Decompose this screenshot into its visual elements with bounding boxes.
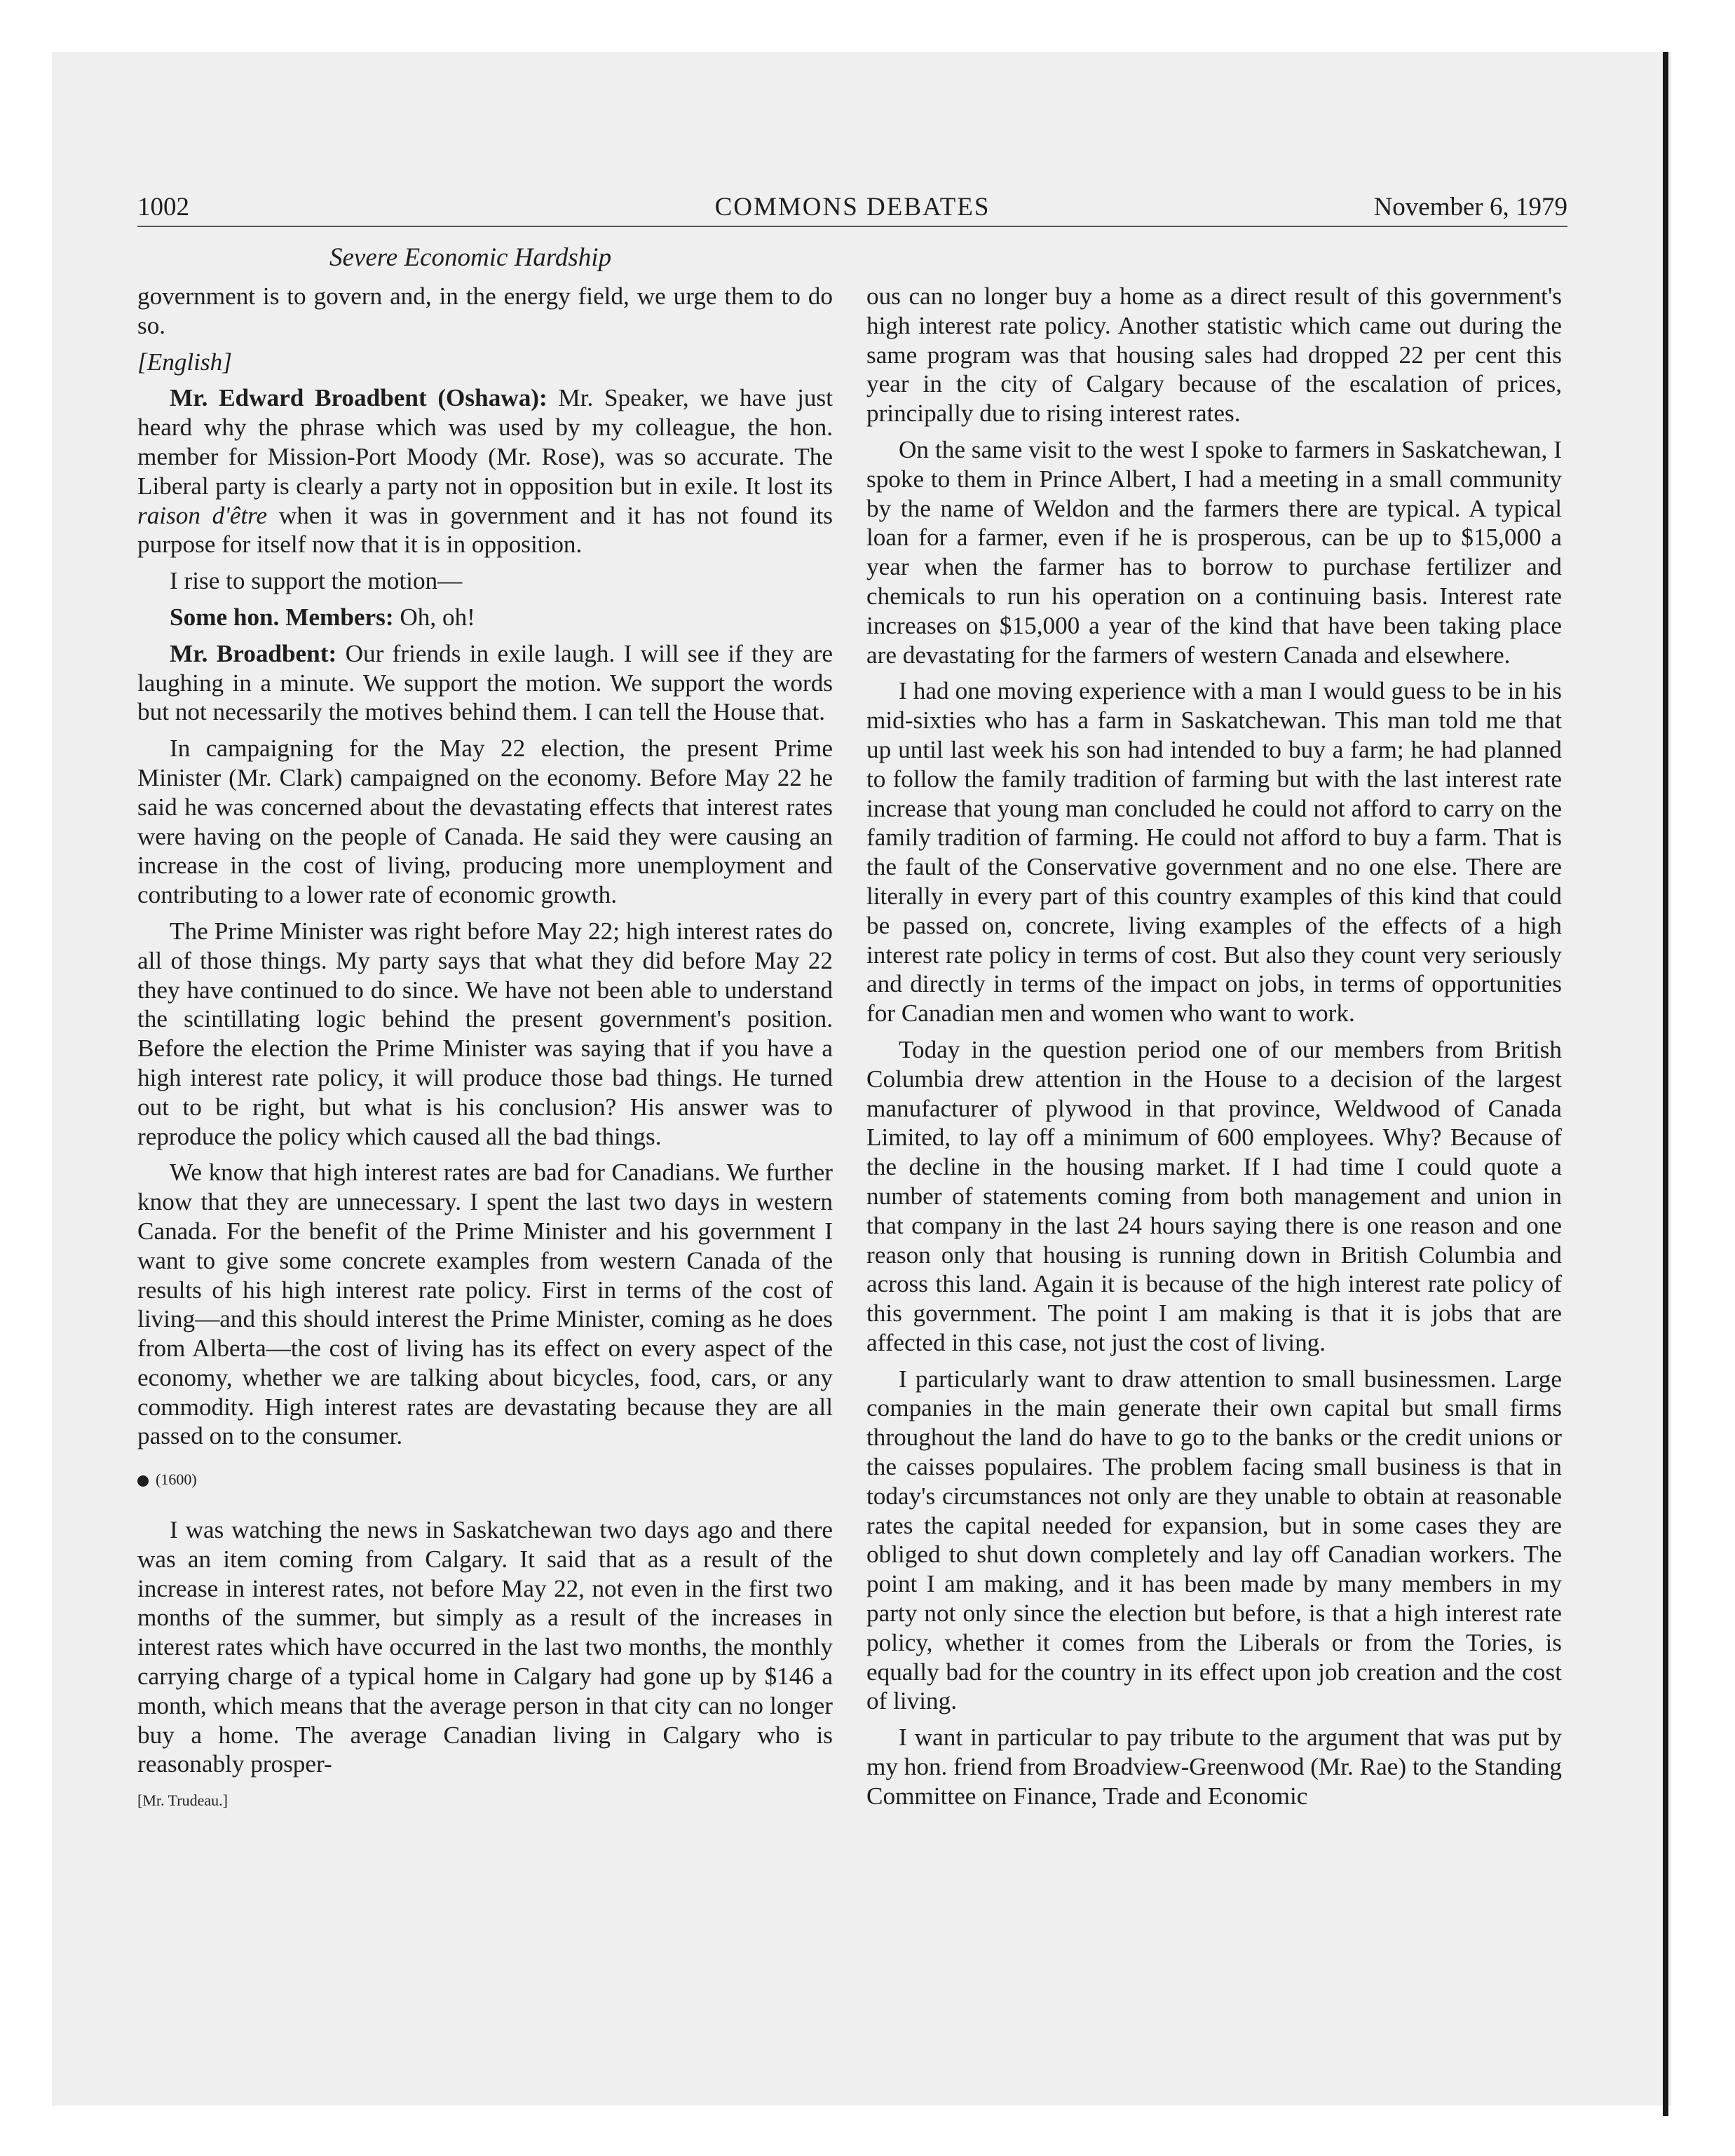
language-tag: [English] bbox=[137, 348, 232, 376]
speech-broadbent-2 bbox=[137, 639, 833, 727]
left-column bbox=[137, 282, 833, 1822]
speech-members bbox=[137, 603, 833, 632]
speaker-name: Mr. Edward Broadbent (Oshawa): bbox=[170, 384, 547, 412]
speech-text: when it was in government and it has not found its purpose for itself now that it is in opposition. bbox=[137, 501, 833, 559]
time-marker bbox=[137, 1465, 833, 1494]
time-marker-text: (1600) bbox=[156, 1471, 197, 1489]
page-number: 1002 bbox=[137, 193, 189, 221]
section-title: Severe Economic Hardship bbox=[329, 243, 612, 272]
speech-text: Our friends in exile laugh. I will see if they are laughing in a minute. We support the motion. We support the words but not necessarily the motives behind them. I can tell the House that. bbox=[137, 639, 834, 726]
speaker-name: Some hon. Members: bbox=[170, 603, 394, 631]
paragraph-continuation: ous can no longer buy a home as a direct result of this government's high interest rate policy. Another statistic which came out during the same program was that housing sales had dropped 22 per cent this year in the city of Calgary because of the escalation of prices, principally due to rising interest rates. bbox=[866, 282, 1562, 428]
bullet-icon bbox=[137, 1475, 149, 1487]
paragraph: I want in particular to pay tribute to the argument that was put by my hon. friend from Broadview-Greenwood (Mr. Rae) to the Standing Committee on Finance, Trade and Economic bbox=[866, 1724, 1562, 1810]
paragraph: The Prime Minister was right before May 22; high interest rates do all of those things. My party says that what they did before May 22 they have continued to do since. We have not been able to understand the scintillating logic behind the present government's position. Before the election the Prime Minister was saying that if you have a high interest rate policy, it will produce those bad things. He turned out to be right, but what is his conclusion? His answer was to reproduce the policy which caused all the bad things. bbox=[137, 917, 833, 1150]
issue-date: November 6, 1979 bbox=[1373, 193, 1567, 221]
speech-italic: raison d'être bbox=[137, 501, 268, 529]
paragraph: I was watching the news in Saskatchewan two days ago and there was an item coming from Calgary. It said that as a result of the increase in interest rates, not before May 22, not even in the first two months of the summer, but simply as a result of the increases in interest rates which have occurred in the last two months, the monthly carrying charge of a typical home in Calgary had gone up by $146 a month, which means that the average person in that city can no longer buy a home. The average Canadian living in Calgary who is reasonably prosper- bbox=[137, 1516, 833, 1778]
page-header bbox=[137, 191, 1567, 224]
speech-broadbent bbox=[137, 383, 833, 559]
paragraph: I particularly want to draw attention to small businessmen. Large companies in the main generate their own capital but small firms throughout the land do have to go to the banks or the credit unions or the caisses populaires. The problem facing small business is that in today's circumstances not only are they unable to obtain at reasonable rates the capital needed for expansion, but in some cases they are obliged to shut down completely and lay off Canadian workers. The point I am making, and it has been made by many members in my party not only since the election but before, is that a high interest rate policy, whether it comes from the Liberals or from the Tories, is equally bad for the country in its effect upon job creation and the cost of living. bbox=[866, 1365, 1562, 1715]
paragraph: I rise to support the motion— bbox=[170, 567, 463, 595]
paragraph: Today in the question period one of our members from British Columbia drew attention in the House to a decision of the largest manufacturer of plywood in that province, Weldwood of Canada Limited, to lay off a minimum of 600 employees. Why? Because of the decline in the housing market. If I had time I could quote a number of statements coming from both management and union in that company in the last 24 hours saying there is one reason and one reason only that housing is running down in British Columbia and across this land. Again it is because of the high interest rate policy of this government. The point I am making is that it is jobs that are affected in this case, not just the cost of living. bbox=[866, 1035, 1562, 1356]
right-column bbox=[866, 282, 1562, 1818]
speech-text: Oh, oh! bbox=[393, 603, 475, 631]
paragraph: In campaigning for the May 22 election, the present Prime Minister (Mr. Clark) campaigned on the economy. Before May 22 he said he was concerned about the devastating effects that interest rates were having on the people of Canada. He said they were causing an increase in the cost of living, producing more unemployment and contributing to a lower rate of economic growth. bbox=[137, 735, 833, 909]
paragraph: We know that high interest rates are bad for Canadians. We further know that they are unnecessary. I spent the last two days in western Canada. For the benefit of the Prime Minister and his government I want to give some concrete examples from western Canada of the results of his high interest rate policy. First in terms of the cost of living—and this should interest the Prime Minister, coming as he does from Alberta—the cost of living has its effect on every aspect of the economy, whether we are talking about bicycles, food, cars, or any commodity. High interest rates are devastating because they are all passed on to the consumer. bbox=[137, 1159, 833, 1450]
paragraph: On the same visit to the west I spoke to farmers in Saskatchewan, I spoke to them in Prince Albert, I had a meeting in a small community by the name of Weldon and the farmers there are typical. A typical loan for a farmer, even if he is prosperous, can be up to $15,000 a year when the farmer has to borrow to purchase fertilizer and chemicals to run his operation on a continuing basis. Interest rate increases on $15,000 a year of the kind that have been taking place are devastating for the farmers of western Canada and elsewhere. bbox=[866, 435, 1562, 669]
speech-text: Mr. Speaker, we have just heard why the phrase which was used by my colleague, the hon. member for Mission-Port Moody (Mr. Rose), was so accurate. The Liberal party is clearly a party not in opposition but in exile. It lost its bbox=[137, 384, 833, 500]
paragraph: I had one moving experience with a man I would guess to be in his mid-sixties who has a farm in Saskatchewan. This man told me that up until last week his son had intended to buy a farm; he had planned to follow the family tradition of farming but with the last interest rate increase that young man concluded he could not afford to carry on the family tradition of farming. He could not afford to buy a farm. That is the fault of the Conservative government and no one else. There are literally in every part of this country examples of this kind that could be passed on, concrete, living examples of the effects of a high interest rate policy in terms of cost. But also they count very seriously and directly in terms of the impact on jobs, in terms of opportunities for Canadian men and women who want to work. bbox=[866, 677, 1562, 1028]
running-title: COMMONS DEBATES bbox=[714, 193, 991, 221]
speaker-name: Mr. Broadbent: bbox=[170, 639, 337, 667]
paragraph-continuation: government is to govern and, in the energy field, we urge them to do so. bbox=[137, 282, 833, 339]
header-rule bbox=[137, 226, 1567, 227]
scan-edge-bar bbox=[1663, 52, 1668, 2116]
speaker-attribution: [Mr. Trudeau.] bbox=[137, 1792, 228, 1810]
